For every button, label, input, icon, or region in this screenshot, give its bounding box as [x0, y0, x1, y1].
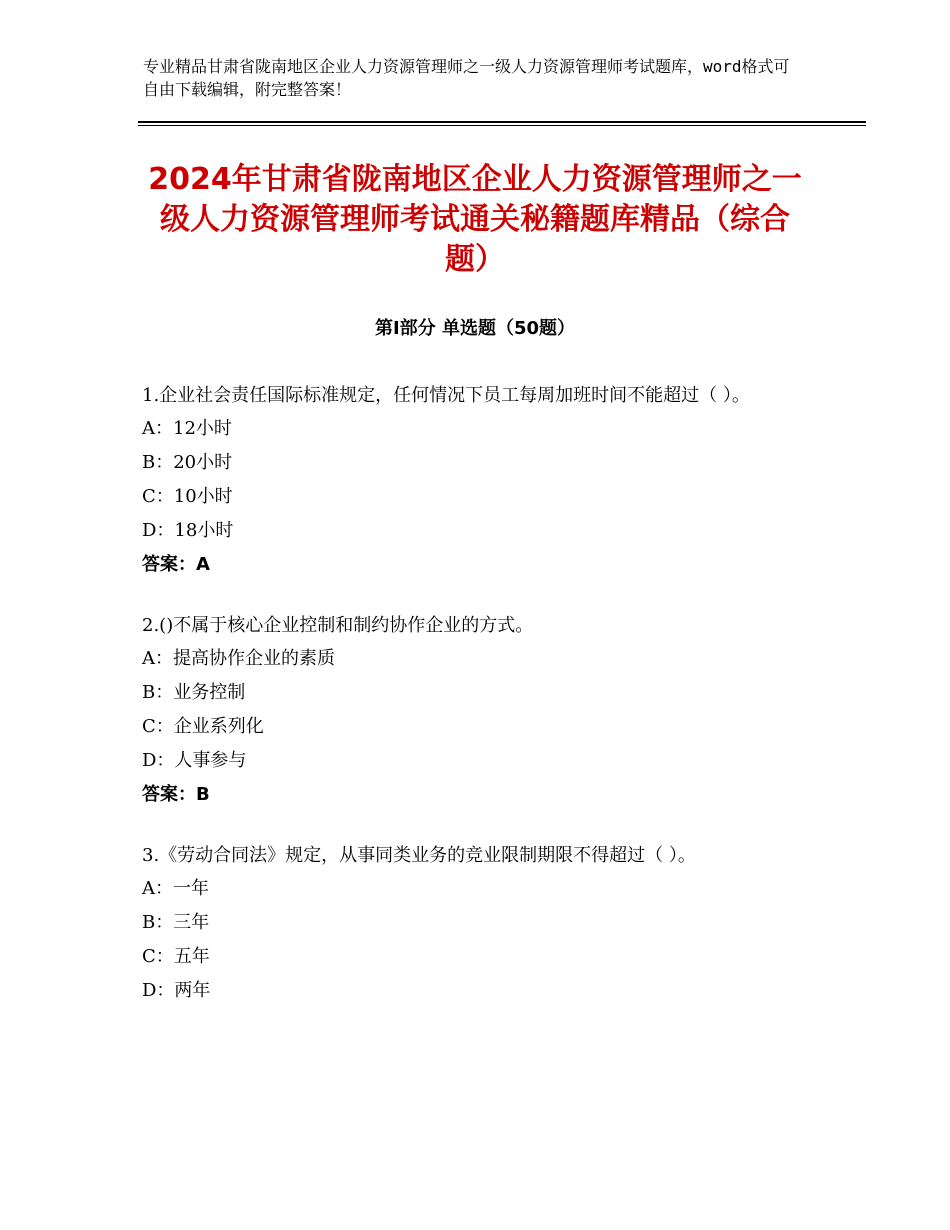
section-title: 第Ⅰ部分 单选题（50题） [374, 318, 575, 339]
option-a: A：提高协作企业的素质 [142, 648, 335, 669]
header-rule-thin [138, 125, 866, 126]
answer: 答案：A [142, 554, 210, 575]
question-3 [142, 840, 802, 1008]
option-c: C：企业系列化 [142, 716, 264, 737]
question-list [142, 380, 802, 1036]
option-c: C：10小时 [142, 486, 233, 507]
document-title: 2024年甘肃省陇南地区企业人力资源管理师之一级人力资源管理师考试通关秘籍题库精品（综合题） [148, 162, 802, 277]
answer: 答案：B [142, 784, 210, 805]
option-d: D：18小时 [142, 520, 234, 541]
option-b: B：业务控制 [142, 682, 246, 703]
question-stem: 1.企业社会责任国际标准规定，任何情况下员工每周加班时间不能超过（ ）。 [142, 385, 750, 406]
question-stem: 3.《劳动合同法》规定，从事同类业务的竞业限制期限不得超过（ ）。 [142, 845, 696, 866]
header-note: 专业精品甘肃省陇南地区企业人力资源管理师之一级人力资源管理师考试题库，word格式可自由下载编辑，附完整答案！ [143, 57, 790, 99]
question-stem: 2.()不属于核心企业控制和制约协作企业的方式。 [142, 615, 534, 636]
option-d: D：两年 [142, 980, 211, 1001]
question-2 [142, 610, 802, 812]
option-a: A：12小时 [142, 418, 232, 439]
option-b: B：20小时 [142, 452, 233, 473]
option-b: B：三年 [142, 912, 210, 933]
header-rule-thick [138, 121, 866, 123]
option-d: D：人事参与 [142, 750, 247, 771]
option-a: A：一年 [142, 878, 209, 899]
question-1 [142, 380, 802, 582]
option-c: C：五年 [142, 946, 210, 967]
